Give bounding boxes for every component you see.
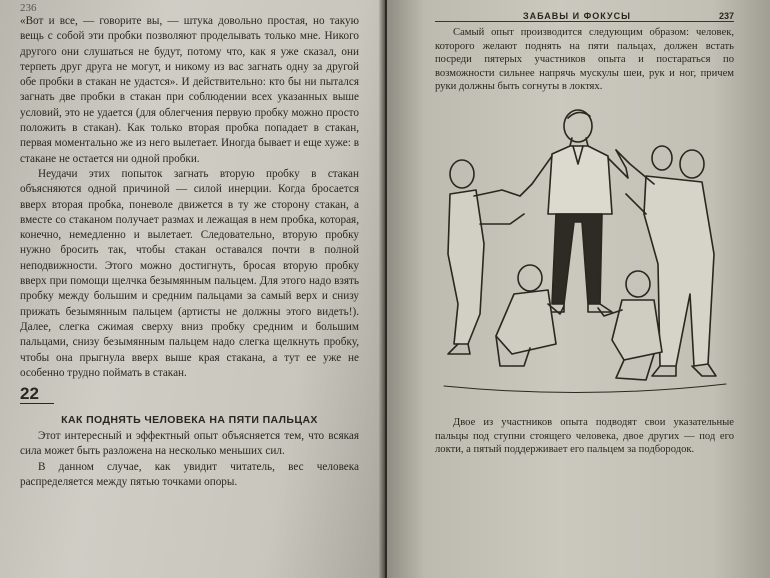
illustration-caption: Двое из участников опыта подводят свои указательные пальцы под ступни стоящего человека, двое других — под его локти, а пятый поддерживает его пальцем за подбородок. [435,416,734,456]
floor-line [444,384,726,393]
paragraph-3: Этот интересный и эффектный опыт объясняется тем, что всякая сила может быть разложена на несколько меньших сил. [20,430,359,458]
section-number: 22 [20,385,54,404]
standing-man-figure [520,110,628,312]
kneeling-helpers-figure [496,265,662,380]
right-paragraph-1: Самый опыт производится следующим образом: человек, которого желают поднять на пяти пальцах, должен встать посреди пятерых участников опыта и постараться по возможности сильнее напрячь мускулы шеи, рук и ног, причем руки должны быть согнуты в локтях. [435,27,734,93]
running-head-title: ЗАБАВЫ И ФОКУСЫ [523,11,631,21]
section-title: КАК ПОДНЯТЬ ЧЕЛОВЕКА НА ПЯТИ ПАЛЬЦАХ [61,414,318,427]
paragraph-1: «Вот и все, — говорите вы, — штука довольно простая, но такую вещь с собой эти пробки позволяют проделывать только мне. Никого другого они слушаться не будут, потому что, как я уже сказал, они терпеть друг друга не могут, и никому из вас загнать одну за другой обе пробки в стакан не удастся». И действительно: кто бы ни пытался загнать две пробки в стакан при соблюдении всех указанных выше условий, это не удается (для облегчения первую пробку можно просто положить в стакан). Как только вторая пробка попадает в стакан, первая моментально же из него вылетает. Иногда бывает и еще хуже: в стакане не остается ни одной пробки. [20,15,359,165]
paragraph-2: Неудачи этих попыток загнать вторую пробку в стакан объясняются одной причиной — силой инерции. Когда бросается вверх вторая пробка, поневоле движется в ту же сторону стакан, а вместе со стаканом получает размах и лежащая в нем пробка, которая, конечно, немедленно и вылетает. Следовательно, вторую пробку нужно бросить так, чтобы стакан оставался почти в полной неподвижности. Этого можно достигнуть, бросая вторую пробку вверх при помощи щелчка безымянным пальцем. Для этого надо взять пробку между большим и средним пальцами за самый верх и снизу прижать безымянным пальцем (артисты не должны этого видеть!). Далее, слегка сжимая сверху вниз пробку средним и большим пальцами, снизу безымянным пальцем надо слегка щелкнуть пробку, чтобы она прыгнула вверх выше края стакана, а тут ее уже не особенно трудно поймать в стакан. [20,167,359,379]
page-number-right: 237 [718,11,734,21]
running-head [435,0,734,22]
paragraph-4: В данном случае, как увидит читатель, вес человека распределяется между пятью точками опоры. [20,460,359,489]
right-page [387,0,770,578]
illustration [440,104,730,404]
page-number-left: 236 [20,2,37,14]
